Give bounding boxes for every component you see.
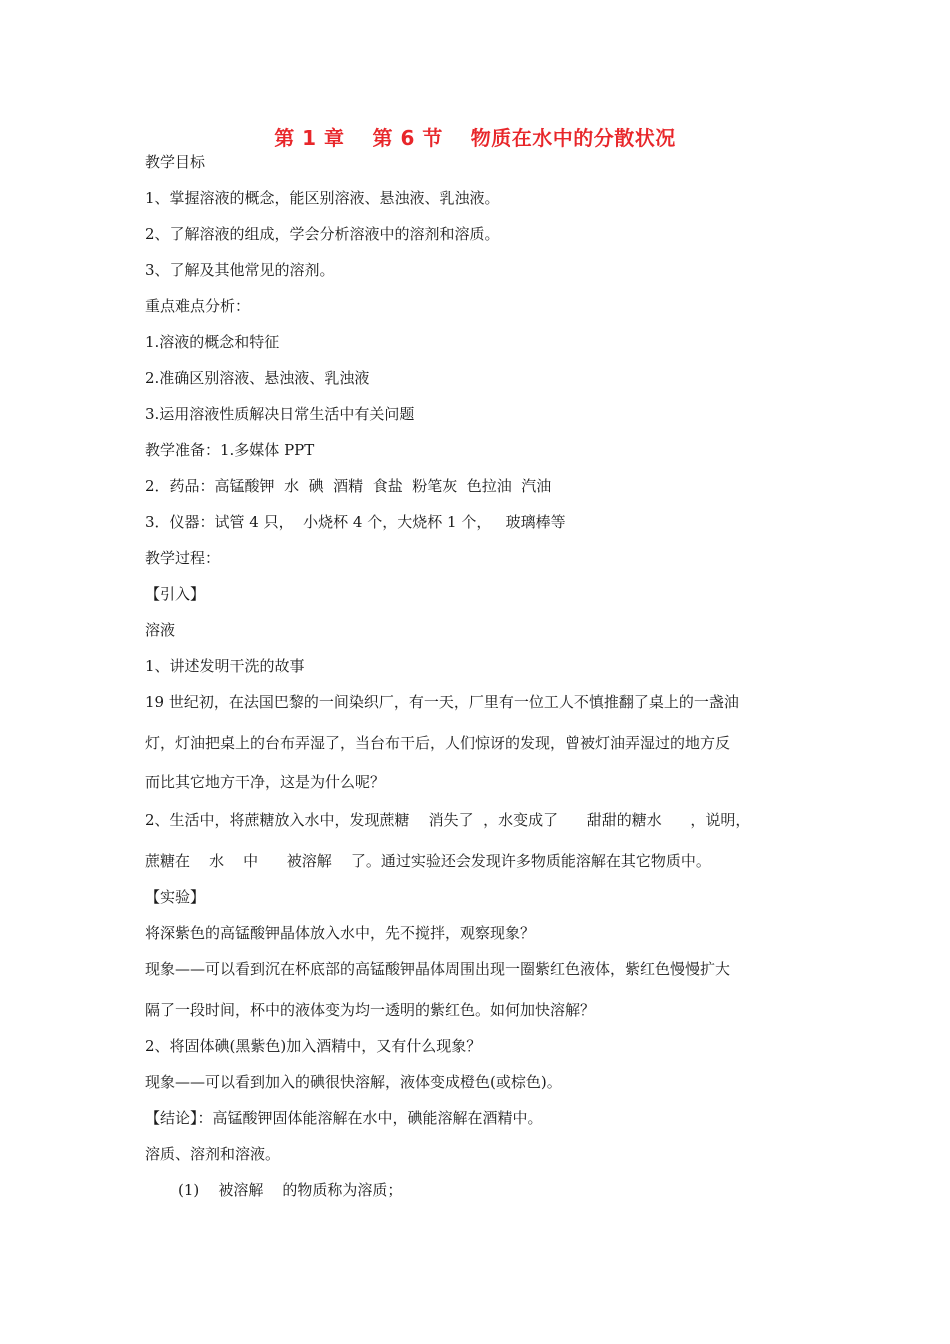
line-sugar-2: 蔗糖在 水 中 被溶解 了。通过实验还会发现许多物质能溶解在其它物质中。 (145, 852, 711, 870)
line-key-point-3: 3.运用溶液性质解决日常生活中有关问题 (145, 405, 415, 423)
line-conclusion: 【结论】：高锰酸钾固体能溶解在水中，碘能溶解在酒精中。 (145, 1109, 543, 1127)
line-experiment-heading: 【实验】 (145, 888, 206, 906)
line-key-points-heading: 重点难点分析： (145, 297, 251, 315)
line-story-heading: 1、讲述发明干洗的故事 (145, 657, 305, 675)
line-key-point-1: 1.溶液的概念和特征 (145, 333, 280, 351)
line-experiment-2: 2、将固体碘(黑紫色)加入酒精中，又有什么现象？ (145, 1037, 482, 1055)
line-story-3: 而比其它地方干净，这是为什么呢？ (145, 773, 386, 791)
line-solute-solvent: 溶质、溶剂和溶液。 (145, 1145, 281, 1163)
line-preparation-3: 3．仪器：试管 4 只， 小烧杯 4 个，大烧杯 1 个， 玻璃棒等 (145, 513, 566, 531)
line-preparation-1: 教学准备：1.多媒体 PPT (145, 441, 315, 459)
line-sugar-1: 2、生活中，将蔗糖放入水中，发现蔗糖 消失了 ，水变成了 甜甜的糖水 ，说明， (145, 811, 751, 829)
line-phenomenon-1-cont: 隔了一段时间，杯中的液体变为均一透明的紫红色。如何加快溶解？ (145, 1001, 596, 1019)
line-phenomenon-2: 现象——可以看到加入的碘很快溶解，液体变成橙色(或棕色)。 (145, 1073, 562, 1091)
line-experiment-1: 将深紫色的高锰酸钾晶体放入水中，先不搅拌，观察现象？ (145, 924, 536, 942)
line-story-2: 灯，灯油把桌上的台布弄湿了，当台布干后，人们惊讶的发现，曾被灯油弄湿过的地方反 (145, 734, 731, 752)
line-solute-definition: (1) 被溶解 的物质称为溶质； (178, 1181, 403, 1199)
line-story-1: 19 世纪初，在法国巴黎的一间染织厂，有一天，厂里有一位工人不慎推翻了桌上的一盏油 (145, 693, 739, 711)
line-intro-heading: 【引入】 (145, 585, 206, 603)
line-key-point-2: 2.准确区别溶液、悬浊液、乳浊液 (145, 369, 370, 387)
line-solution: 溶液 (145, 621, 176, 639)
line-preparation-2: 2．药品：高锰酸钾 水 碘 酒精 食盐 粉笔灰 色拉油 汽油 (145, 477, 552, 495)
line-goal-2: 2、了解溶液的组成，学会分析溶液中的溶剂和溶质。 (145, 225, 500, 243)
line-process-heading: 教学过程： (145, 549, 221, 567)
line-goal-3: 3、了解及其他常见的溶剂。 (145, 261, 335, 279)
line-goal-1: 1、掌握溶液的概念，能区别溶液、悬浊液、乳浊液。 (145, 189, 500, 207)
document-title: 第 1 章 第 6 节 物质在水中的分散状况 (274, 126, 676, 150)
line-phenomenon-1: 现象——可以看到沉在杯底部的高锰酸钾晶体周围出现一圈紫红色液体，紫红色慢慢扩大 (145, 960, 731, 978)
line-teaching-goals: 教学目标 (145, 153, 206, 171)
